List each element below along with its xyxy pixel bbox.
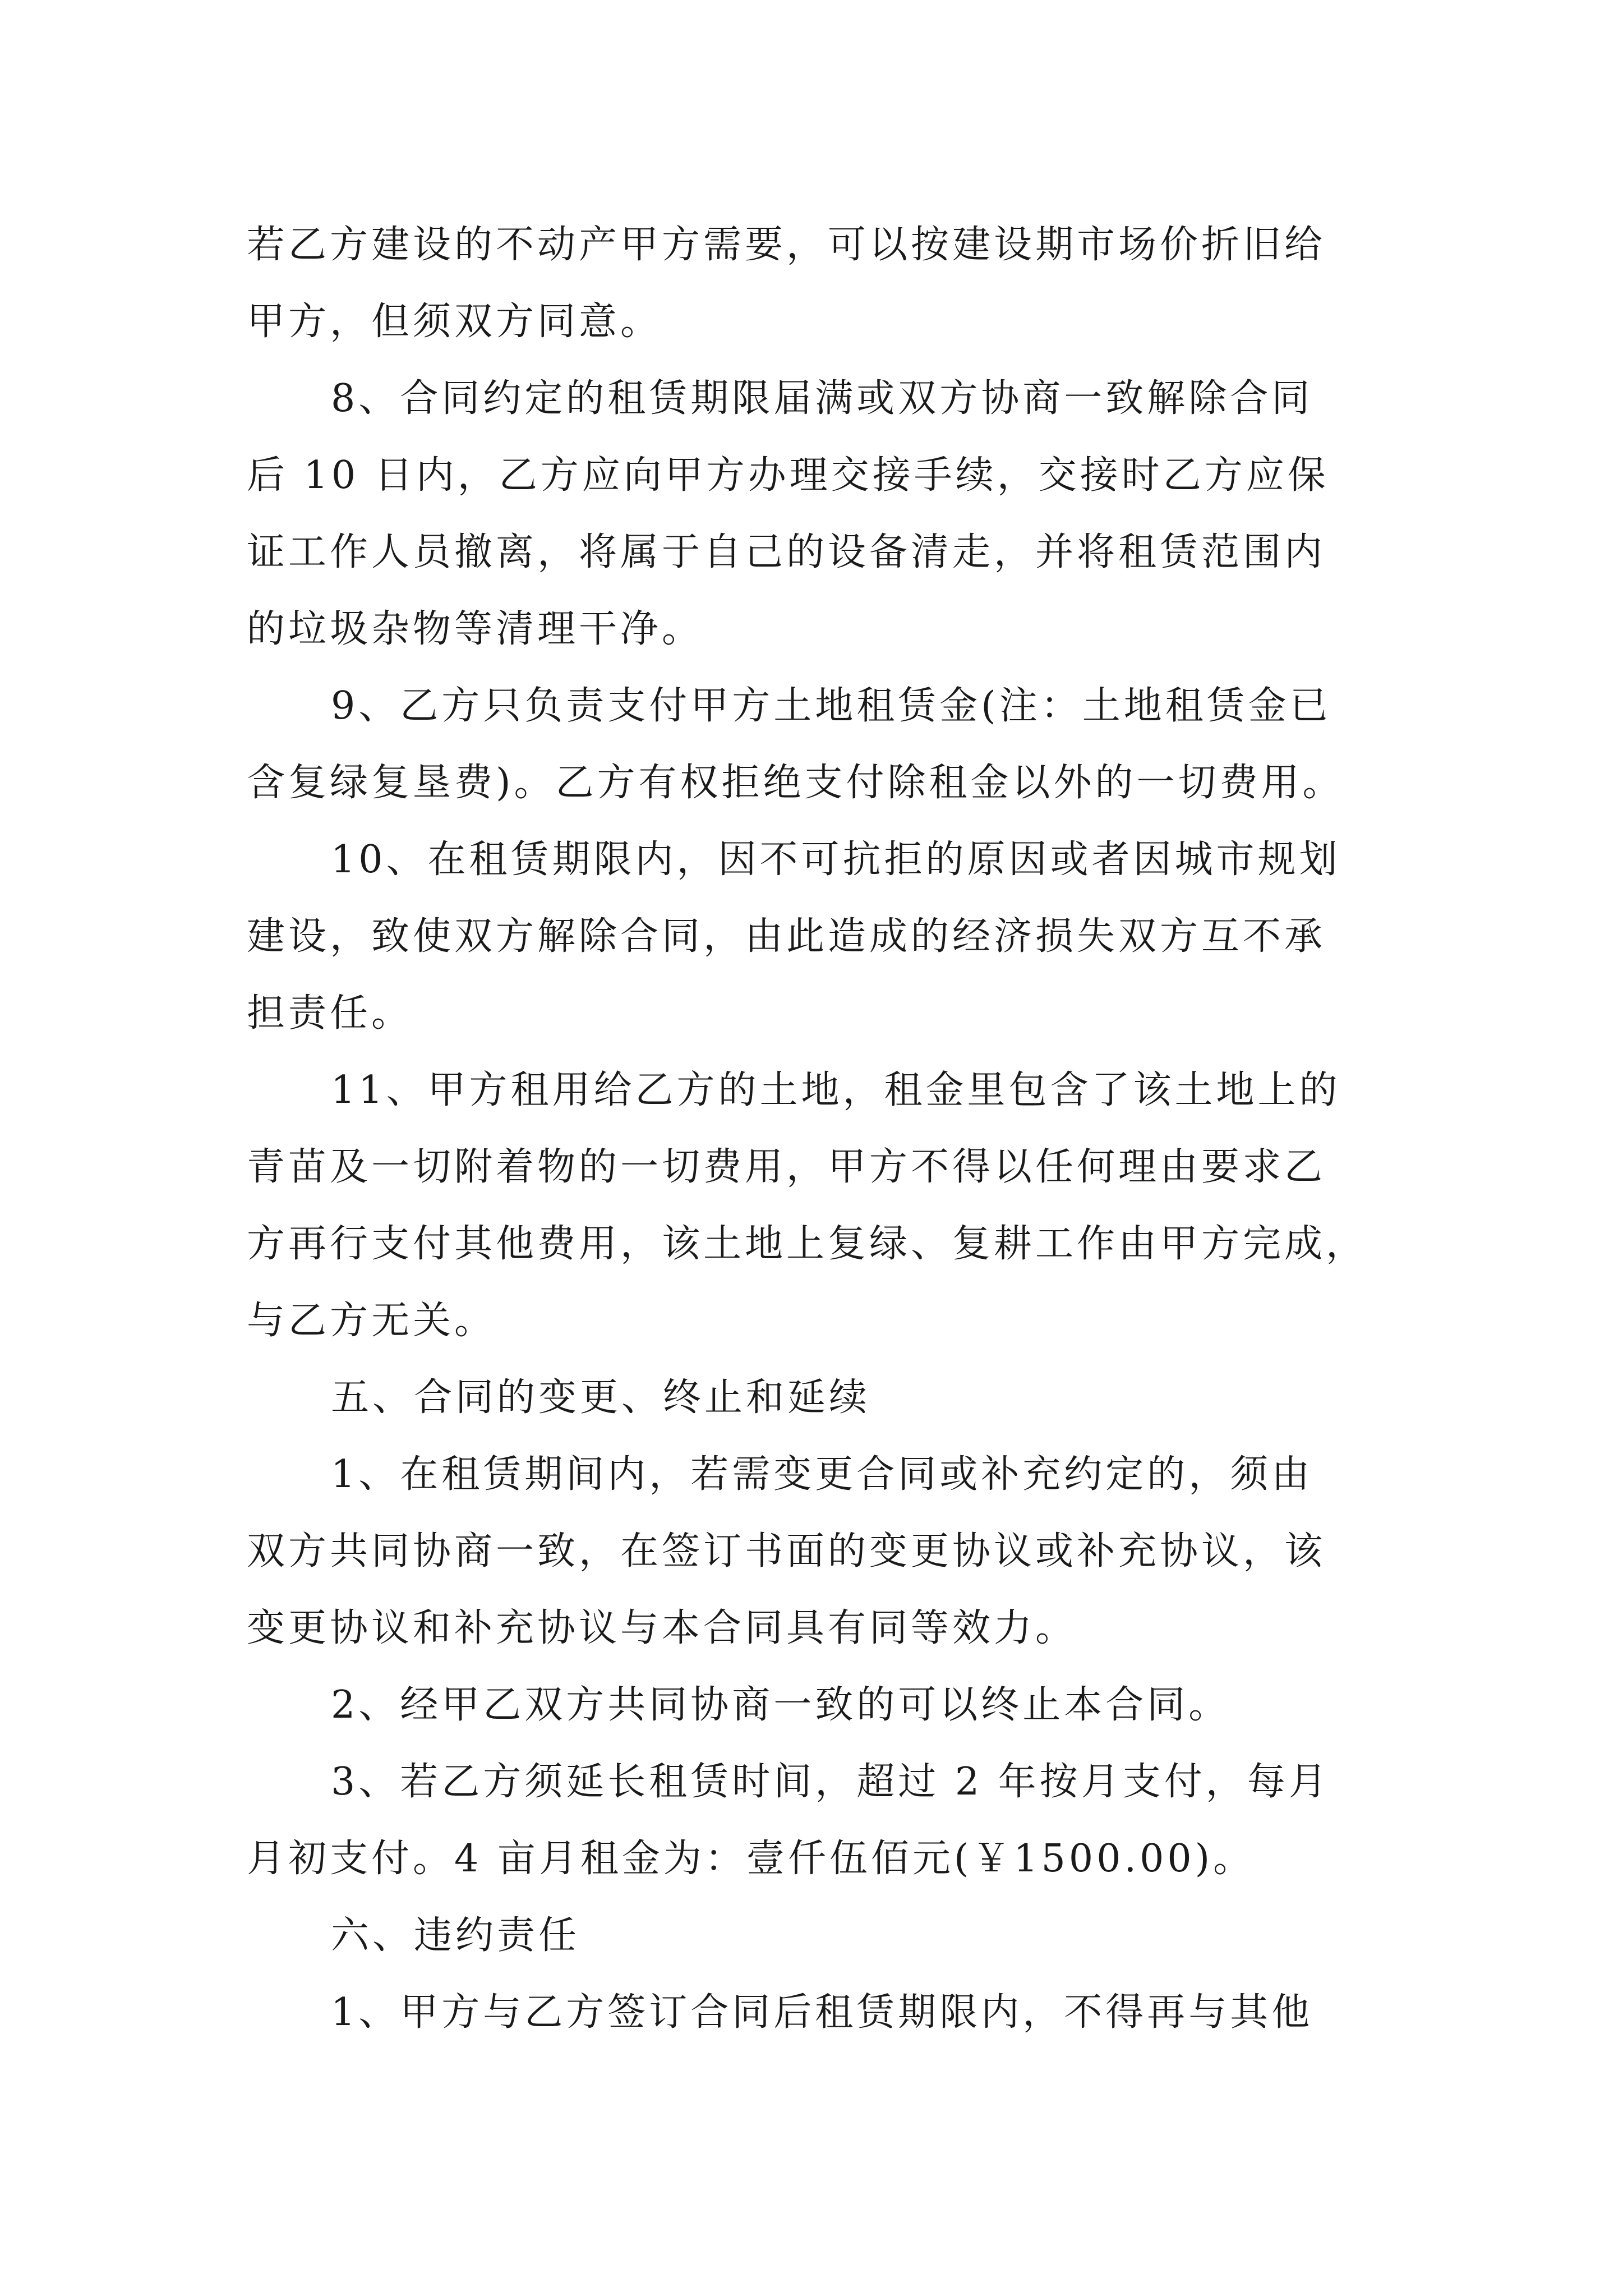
text-line: 方再行支付其他费用，该土地上复绿、复耕工作由甲方完成， bbox=[247, 1222, 1368, 1266]
section-heading-5: 五、合同的变更、终止和延续 bbox=[331, 1375, 871, 1420]
text-line: 月初支付。4 亩月租金为：壹仟伍佰元(￥1500.00)。 bbox=[247, 1837, 1255, 1881]
clause-11-line: 11、甲方租用给乙方的土地，租金里包含了该土地上的 bbox=[331, 1068, 1341, 1112]
clause-6-1-line: 1、甲方与乙方签订合同后租赁期限内，不得再与其他 bbox=[331, 1990, 1313, 2035]
document-body bbox=[247, 206, 1374, 2051]
text-line: 若乙方建设的不动产甲方需要，可以按建设期市场价折旧给 bbox=[247, 223, 1326, 267]
text-line: 担责任。 bbox=[247, 991, 413, 1036]
text-line: 甲方，但须双方同意。 bbox=[247, 300, 662, 344]
text-line: 后 10 日内，乙方应向甲方办理交接手续，交接时乙方应保 bbox=[247, 453, 1329, 498]
text-line: 的垃圾杂物等清理干净。 bbox=[247, 607, 704, 651]
clause-10-line: 10、在租赁期限内，因不可抗拒的原因或者因城市规划 bbox=[331, 838, 1341, 882]
text-line: 变更协议和补充协议与本合同具有同等效力。 bbox=[247, 1606, 1077, 1650]
section-heading-6: 六、违约责任 bbox=[331, 1913, 580, 1958]
text-line: 青苗及一切附着物的一切费用，甲方不得以任何理由要求乙 bbox=[247, 1145, 1326, 1189]
text-line: 与乙方无关。 bbox=[247, 1299, 496, 1343]
clause-5-2-line: 2、经甲乙双方共同协商一致的可以终止本合同。 bbox=[331, 1683, 1230, 1727]
clause-5-1-line: 1、在租赁期间内，若需变更合同或补充约定的，须由 bbox=[331, 1452, 1313, 1497]
clause-9-line: 9、乙方只负责支付甲方土地租赁金(注：土地租赁金已 bbox=[331, 684, 1331, 728]
clause-5-3-line: 3、若乙方须延长租赁时间，超过 2 年按月支付，每月 bbox=[331, 1760, 1330, 1804]
text-line: 证工作人员撤离，将属于自己的设备清走，并将租赁范围内 bbox=[247, 530, 1326, 574]
text-line: 含复绿复垦费)。乙方有权拒绝支付除租金以外的一切费用。 bbox=[247, 761, 1344, 805]
clause-8-line: 8、合同约定的租赁期限届满或双方协商一致解除合同 bbox=[331, 376, 1313, 421]
text-line: 建设，致使双方解除合同，由此造成的经济损失双方互不承 bbox=[247, 914, 1326, 959]
text-line: 双方共同协商一致，在签订书面的变更协议或补充协议，该 bbox=[247, 1529, 1326, 1573]
